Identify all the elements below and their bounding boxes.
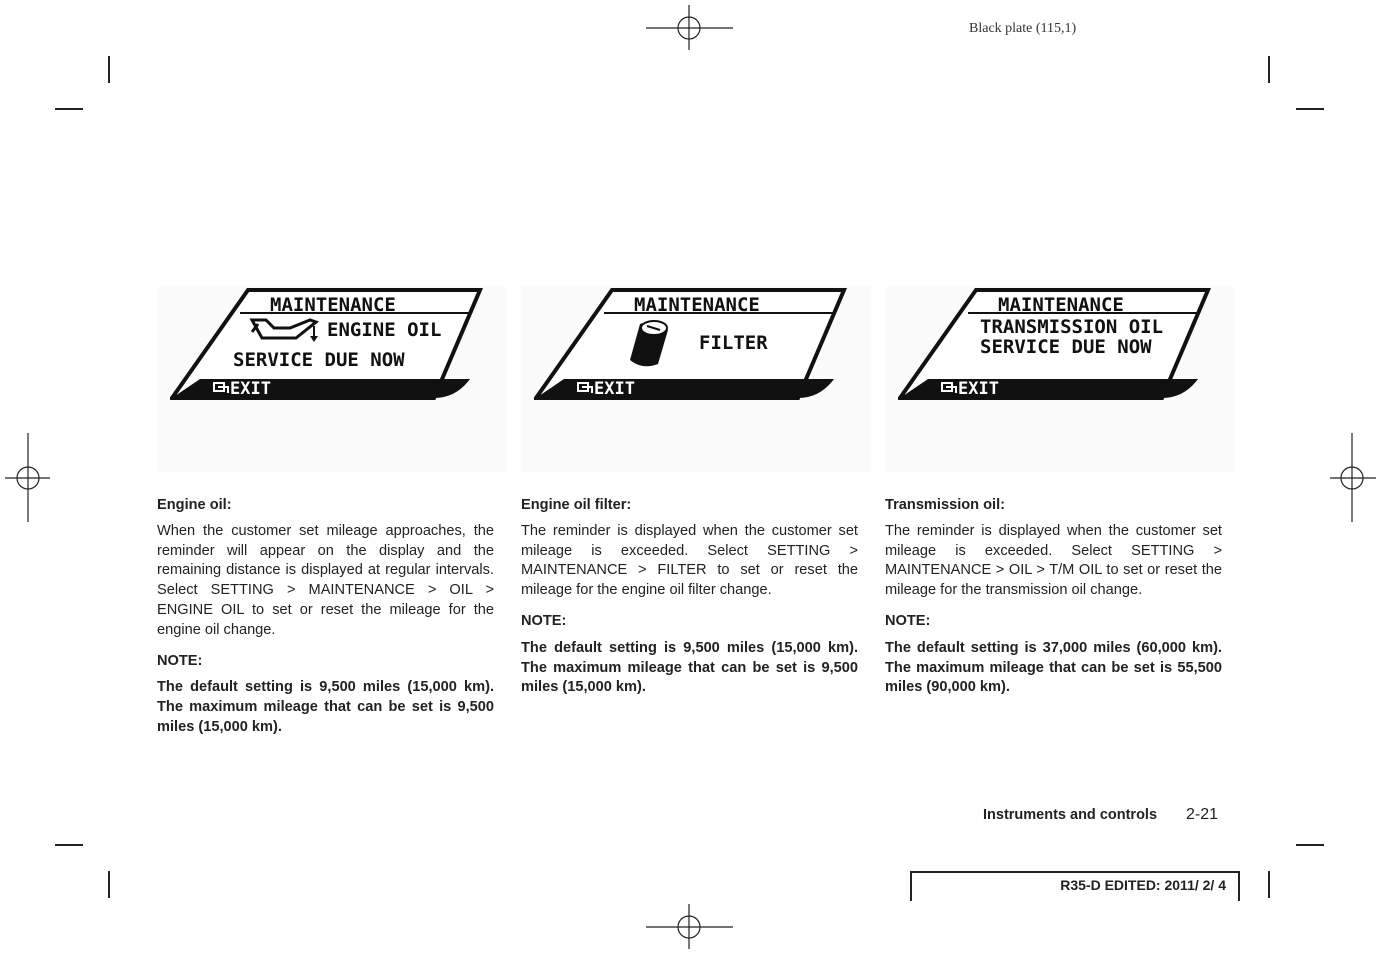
display-title: MAINTENANCE: [634, 294, 760, 316]
display-line1: ENGINE OIL: [327, 319, 442, 341]
note-text: The default setting is 9,500 miles (15,000 km). The maximum mileage that can be set is 9,500 miles (15,000 km).: [157, 679, 494, 735]
edited-stamp: R35-D EDITED: 2011/ 2/ 4: [1060, 877, 1226, 893]
section-heading: Transmission oil:: [885, 497, 1006, 513]
oil-filter-display: [534, 286, 854, 406]
section-heading: Engine oil:: [157, 497, 232, 513]
note-heading: NOTE:: [885, 612, 931, 629]
plate-label: Black plate (115,1): [969, 21, 1077, 36]
page-number: 2-21: [1186, 806, 1219, 823]
display-line2: SERVICE DUE NOW: [980, 336, 1152, 358]
footer-section-title: Instruments and controls: [983, 807, 1158, 823]
engine-oil-section: [157, 496, 494, 738]
note-text: The default setting is 37,000 miles (60,000 km). The maximum mileage that can be set is 55,500 miles (90,000 km).: [885, 639, 1222, 696]
transmission-oil-section: [885, 496, 1222, 698]
note-heading: NOTE:: [521, 612, 567, 629]
section-body: When the customer set mileage approaches, the reminder will appear on the display and the remaining distance is displayed at regular intervals. Select SETTING > MAINTENANCE > OIL > ENGINE OIL to set or reset the mileage for the engine oil change.: [157, 522, 494, 638]
edited-stamp-box: [910, 871, 1240, 899]
note-text: The default setting is 9,500 miles (15,000 km). The maximum mileage that can be set is 9,500 miles (15,000 km).: [521, 639, 858, 696]
section-body: The reminder is displayed when the customer set mileage is exceeded. Select SETTING > MAINTENANCE > FILTER to set or reset the mileage for the engine oil filter change.: [521, 522, 858, 599]
section-body: The reminder is displayed when the customer set mileage is exceeded. Select SETTING > MAINTENANCE > OIL > T/M OIL to set or reset the mileage for the transmission oil change.: [885, 522, 1222, 599]
display-line1: TRANSMISSION OIL: [980, 316, 1164, 338]
display-exit-label: EXIT: [958, 379, 999, 399]
display-exit-label: EXIT: [230, 379, 271, 399]
display-line2: SERVICE DUE NOW: [233, 349, 405, 371]
display-line1: FILTER: [699, 332, 768, 354]
display-title: MAINTENANCE: [998, 294, 1124, 316]
note-heading: NOTE:: [157, 652, 203, 669]
engine-oil-display: [170, 286, 490, 406]
display-title: MAINTENANCE: [270, 294, 396, 316]
transmission-oil-display: [898, 286, 1218, 406]
display-exit-label: EXIT: [594, 379, 635, 399]
section-heading: Engine oil filter:: [521, 497, 632, 513]
engine-oil-filter-section: [521, 496, 858, 698]
